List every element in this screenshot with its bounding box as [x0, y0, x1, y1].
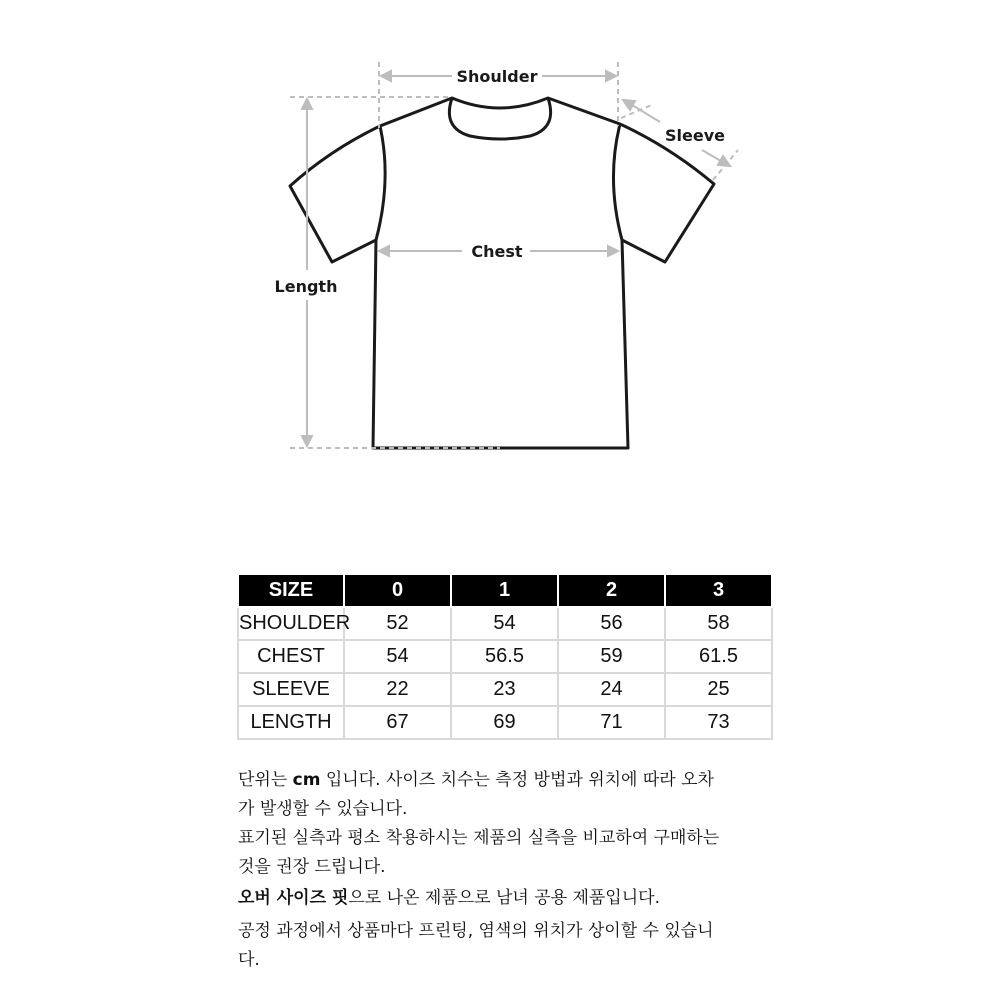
- table-cell: 25: [665, 673, 772, 706]
- size-chart-table: [237, 573, 773, 740]
- shoulder-label: Shoulder: [456, 67, 538, 86]
- table-cell: 22: [344, 673, 451, 706]
- table-cell: 73: [665, 706, 772, 739]
- chest-label: Chest: [471, 242, 523, 261]
- row-label: LENGTH: [238, 706, 344, 739]
- note-text: 으로 나온 제품으로 남녀 공용 제품입니다.: [348, 888, 660, 908]
- note-text: 것을 권장 드립니다.: [238, 857, 386, 877]
- table-cell: 23: [451, 673, 558, 706]
- note-compare: [238, 824, 798, 882]
- table-cell: 54: [451, 607, 558, 640]
- note-text: 입니다. 사이즈 치수는 측정 방법과 위치에 따라 오차: [320, 770, 714, 790]
- note-text: 단위는: [238, 770, 293, 790]
- header-cell-2: 2: [558, 574, 665, 607]
- header-cell-1: 1: [451, 574, 558, 607]
- table-cell: 71: [558, 706, 665, 739]
- row-label: SHOULDER: [238, 607, 344, 640]
- sleeve-seam-left: [376, 126, 385, 240]
- sleeve-seam-right: [613, 124, 622, 240]
- table-header-row: [238, 574, 772, 607]
- tshirt-outline: [290, 98, 714, 448]
- table-cell: 24: [558, 673, 665, 706]
- note-print: [238, 917, 798, 975]
- table-cell: 59: [558, 640, 665, 673]
- table-cell: 69: [451, 706, 558, 739]
- note-bold-unit: cm: [292, 770, 321, 790]
- note-unit: [238, 766, 798, 824]
- note-fit: [238, 884, 798, 913]
- table-cell: 56: [558, 607, 665, 640]
- note-text: 다.: [238, 950, 260, 970]
- length-label: Length: [274, 277, 338, 296]
- header-cell-3: 3: [665, 574, 772, 607]
- collar-inner: [449, 98, 550, 139]
- note-text: 공정 과정에서 상품마다 프린팅, 염색의 위치가 상이할 수 있습니: [238, 921, 714, 941]
- table-cell: 52: [344, 607, 451, 640]
- table-cell: 61.5: [665, 640, 772, 673]
- row-label: CHEST: [238, 640, 344, 673]
- table-row-sleeve: [238, 673, 772, 706]
- table-cell: 67: [344, 706, 451, 739]
- table-row-shoulder: [238, 607, 772, 640]
- note-bold-fit: 오버 사이즈 핏: [238, 888, 349, 908]
- size-notes: [238, 766, 798, 975]
- tshirt-body: [290, 98, 714, 448]
- header-cell-size: SIZE: [238, 574, 344, 607]
- table-row-length: [238, 706, 772, 739]
- header-cell-0: 0: [344, 574, 451, 607]
- table-cell: 56.5: [451, 640, 558, 673]
- note-text: 가 발생할 수 있습니다.: [238, 799, 408, 819]
- row-label: SLEEVE: [238, 673, 344, 706]
- table-row-chest: [238, 640, 772, 673]
- table-cell: 54: [344, 640, 451, 673]
- table-cell: 58: [665, 607, 772, 640]
- note-text: 표기된 실측과 평소 착용하시는 제품의 실측을 비교하여 구매하는: [238, 828, 720, 848]
- sleeve-label: Sleeve: [665, 126, 725, 145]
